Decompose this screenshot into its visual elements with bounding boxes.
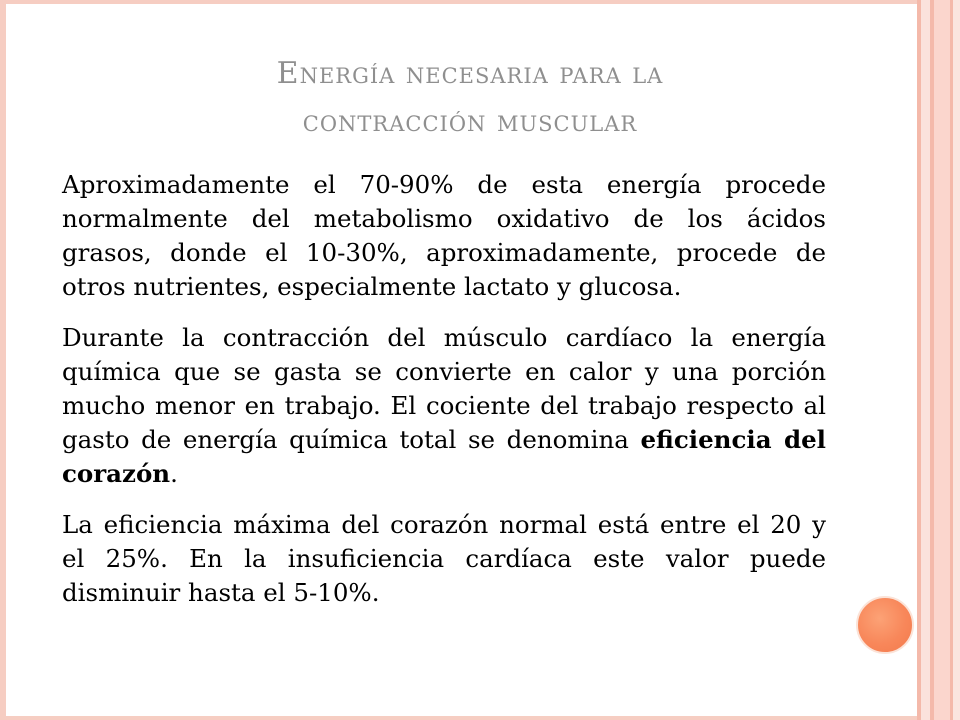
paragraph-2-bold-term: eficiencia del corazón — [62, 425, 826, 488]
paragraph-2 — [62, 321, 826, 491]
slide-body — [62, 168, 826, 627]
title-line-1: Energía necesaria para la — [276, 56, 664, 91]
decorative-stripe — [921, 0, 930, 720]
decorative-circle-icon — [856, 596, 914, 654]
frame-left-border — [0, 0, 6, 720]
decorative-stripe — [953, 0, 960, 720]
frame-top-border — [0, 0, 960, 4]
paragraph-1: Aproximadamente el 70-90% de esta energía procede normalmente del metabolismo oxidativo de los ácidos grasos, donde el 10-30%, aproximadamente, procede de otros nutrientes, especialmente lactato y glucosa. — [62, 170, 826, 301]
paragraph-2-end: . — [170, 459, 178, 488]
slide-title — [120, 50, 820, 146]
frame-bottom-border — [0, 716, 960, 720]
decorative-stripe — [934, 0, 950, 720]
paragraph-3: La eficiencia máxima del corazón normal está entre el 20 y el 25%. En la insuficiencia cardíaca este valor puede disminuir hasta el 5-10%. — [62, 510, 826, 607]
title-line-2: contracción muscular — [302, 104, 638, 139]
paragraph-2-text: Durante la contracción del músculo cardíaco la energía química que se gasta se convierte en calor y una porción mucho menor en trabajo. El cociente del trabajo respecto al gasto de energía química total se denomina — [62, 323, 826, 454]
